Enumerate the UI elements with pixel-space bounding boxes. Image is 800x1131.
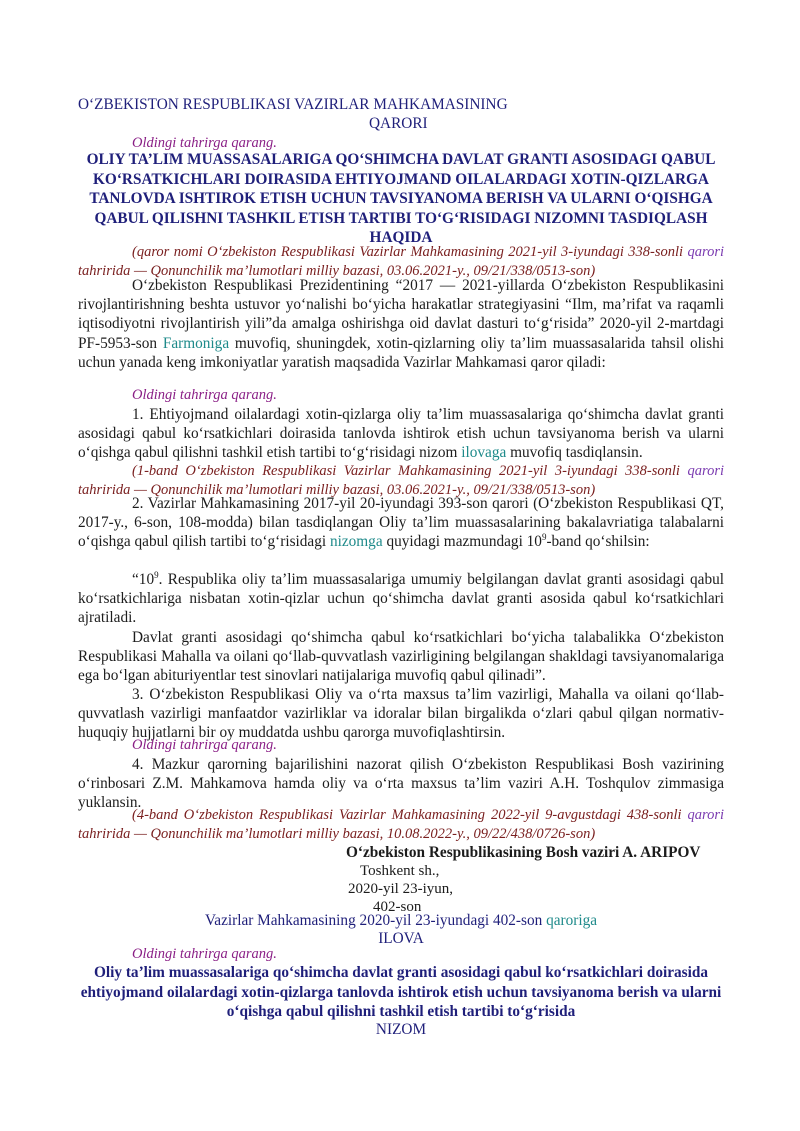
item-3-paragraph: 3. O‘zbekiston Respublikasi Oliy va o‘rta maxsus ta’lim vazirligi, Mahalla va oilani qo‘llab-quvvatlash vazirligi manfaatdor vazirliklar va idoralar bilan birgalikda o‘zlari qabul qilgan normativ-huquqiy hujjatlarni bir oy muddatda ushbu qarorga muvofiqlashtirsin.	[78, 686, 724, 742]
previous-edition-link[interactable]: Oldingi tahrirga qarang.	[132, 387, 277, 403]
appendix-title: Oliy ta’lim muassasalariga qo‘shimcha davlat granti asosidagi qabul ko‘rsatkichlari doirasida ehtiyojmand oilalardagi xotin-qizlarga tanlovda ishtirok etish uchun tavsiyanoma berish va ularni o‘qishga qabul qilishni tashkil etish tartibi to‘g‘risida	[80, 964, 722, 1021]
signature-number: 402-son	[373, 899, 422, 915]
item-2-paragraph: 2. Vazirlar Mahkamasining 2017-yil 20-iyundagi 393-son qarori (O‘zbekiston Respublikasi QT, 2017-y., 6-son, 108-modda) bilan tasdiqlangan Oliy ta’lim muassasalarining bakalavriatiga talabalarni o‘qishga qabul qilish tartibi to‘g‘risidagi nizomga quyidagi mazmundagi $10^9$-band qo‘shilsin:	[78, 495, 724, 551]
previous-edition-link[interactable]: Oldingi tahrirga qarang.	[132, 135, 277, 151]
item-1-amendment-note: (1-band O‘zbekiston Respublikasi Vazirlar Mahkamasining 2021-yil 3-iyundagi 338-sonli qarori tahririda — Qonunchilik ma’lumotlari milliy bazasi, 03.06.2021-y., 09/21/338/0513-son)	[78, 463, 724, 499]
item-4-amendment-note: (4-band O‘zbekiston Respublikasi Vazirlar Mahkamasining 2022-yil 9-avgustdagi 438-sonli qarori tahririda — Qonunchilik ma’lumotlari milliy bazasi, 10.08.2022-y., 09/22/438/0726-son)	[78, 807, 724, 843]
appendix-subtitle: NIZOM	[375, 1021, 427, 1038]
amendment-link[interactable]: qarori	[687, 244, 724, 260]
item-4-paragraph: 4. Mazkur qarorning bajarilishini nazorat qilish O‘zbekiston Respublikasi Bosh vazirining o‘rinbosari Z.M. Mahkamova hamda oliy va o‘rta maxsus ta’lim vaziri A.H. Toshqulov zimmasiga yuklansin.	[78, 756, 724, 812]
appendix-reference: Vazirlar Mahkamasining 2020-yil 23-iyundagi 402-son qaroriga	[204, 912, 598, 929]
document-header	[78, 95, 724, 133]
previous-edition-link[interactable]: Oldingi tahrirga qarang.	[132, 946, 277, 962]
item-1-paragraph: 1. Ehtiyojmand oilalardagi xotin-qizlarga oliy ta’lim muassasalariga qo‘shimcha davlat granti asosidagi qabul ko‘rsatkichlari doirasida tanlovda ishtirok etish uchun tavsiyanoma berish va ularni o‘qishga qabul qilishni tashkil etish tartibi to‘g‘risidagi nizom ilovaga muvofiq tasdiqlansin.	[78, 406, 724, 462]
appendix-label: ILOVA	[378, 930, 424, 947]
preamble-paragraph: O‘zbekiston Respublikasi Prezidentining “2017 — 2021-yillarda O‘zbekiston Respublikasini rivojlantirishning beshta ustuvor yo‘nalishi bo‘yicha harakatlar strategiyasini “Ilm, ma’rifat va raqamli iqtisodiyotni rivojlantirish yili”da amalga oshirishga oid davlat dasturi to‘g‘risida” 2020-yil 2-martdagi PF-5953-son Farmoniga muvofiq, shuningdek, xotin-qizlarning oliy ta’lim muassasalarida tahsil olishi uchun yanada keng imkoniyatlar yaratish maqsadida Vazirlar Mahkamasi qaror qiladi:	[78, 277, 724, 371]
previous-edition-link[interactable]: Oldingi tahrirga qarang.	[132, 737, 277, 753]
amendment-link[interactable]: qarori	[687, 463, 724, 479]
quoted-paragraph-2: Davlat granti asosidagi qo‘shimcha qabul ko‘rsatkichlari bo‘yicha talabalikka O‘zbekiston Respublikasi Mahalla va oilani qo‘llab-quvvatlash vazirligining belgilangan shakldagi tavsiyanomalariga ega bo‘lgan abituriyentlar test sinovlari natijalariga muvofiq qabul qilinadi”.	[78, 629, 724, 685]
resolution-link[interactable]: qaroriga	[546, 912, 598, 929]
header-doc-type: QARORI	[369, 115, 428, 132]
amendment-link[interactable]: qarori	[687, 807, 724, 823]
quoted-paragraph-1: “$10^9$. Respublika oliy ta’lim muassasalariga umumiy belgilangan davlat granti asosidagi qabul ko‘rsatkichlariga nisbatan xotin-qizlar uchun qo‘shimcha davlat granti asosida qabul ko‘rsatkichlari ajratiladi.	[78, 569, 724, 627]
document-title: OLIY TA’LIM MUASSASALARIGA QO‘SHIMCHA DAVLAT GRANTI ASOSIDAGI QABUL KO‘RSATKICHLARI DOIRASIDA EHTIYOJMAND OILALARDAGI XOTIN-QIZLARGA TANLOVDA ISHTIROK ETISH UCHUN TAVSIYANOMA BERISH VA ULARNI O‘QISHGA QABUL QILISHNI TASHKIL ETISH TARTIBI TO‘G‘RISIDAGI NIZOMNI TASDIQLASH HAQIDA	[86, 151, 716, 247]
appendix-link[interactable]: ilovaga	[461, 444, 507, 462]
regulation-link[interactable]: nizomga	[329, 533, 383, 551]
signature-date: 2020-yil 23-iyun,	[348, 881, 453, 897]
header-issuer: O‘ZBEKISTON RESPUBLIKASI VAZIRLAR MAHKAMASINING	[78, 96, 508, 113]
decree-link[interactable]: Farmoniga	[162, 334, 230, 352]
title-amendment-note: (qaror nomi O‘zbekiston Respublikasi Vazirlar Mahkamasining 2021-yil 3-iyundagi 338-sonli qarori tahririda — Qonunchilik ma’lumotlari milliy bazasi, 03.06.2021-y., 09/21/338/0513-son)	[78, 244, 724, 280]
signature-city: Toshkent sh.,	[360, 863, 440, 879]
signatory-line: O‘zbekiston Respublikasining Bosh vaziri A. ARIPOV	[346, 844, 701, 861]
